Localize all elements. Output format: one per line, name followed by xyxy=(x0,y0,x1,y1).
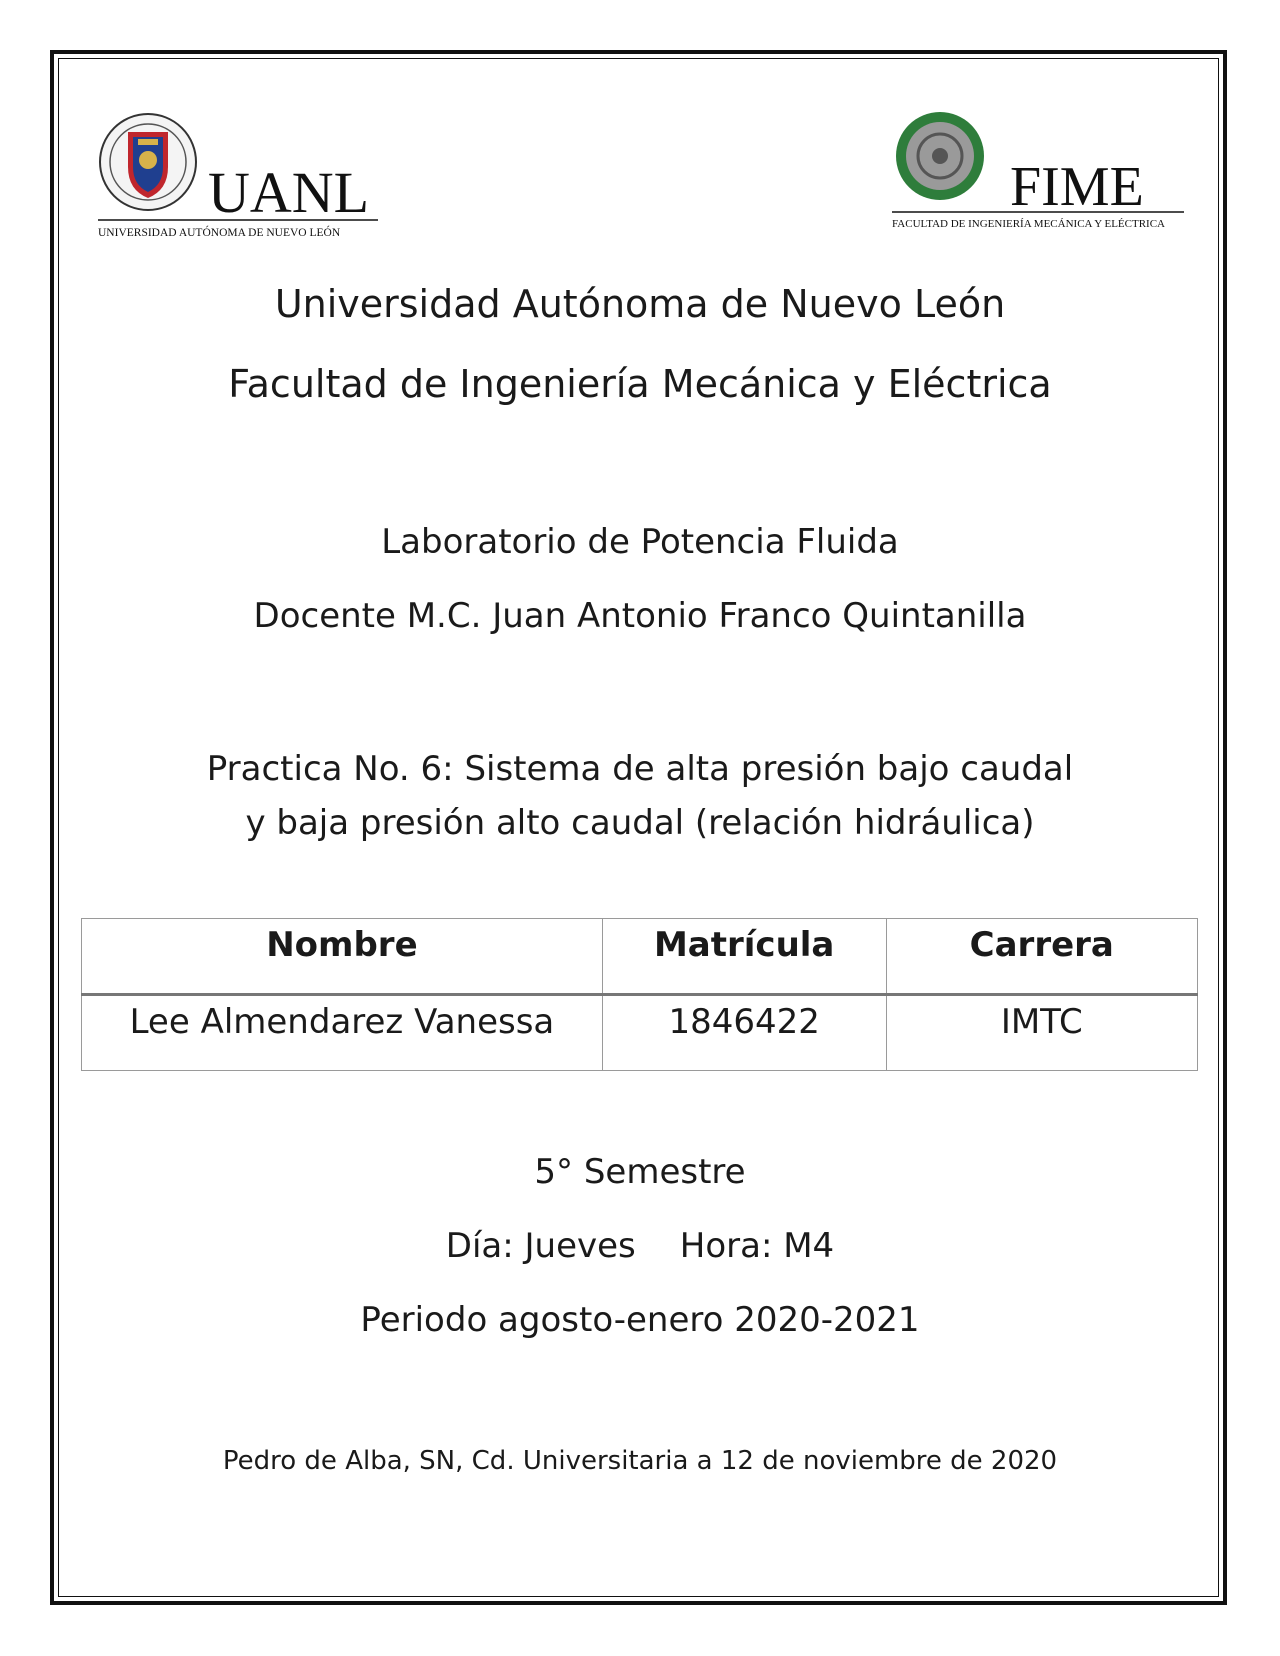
cell-nombre: Lee Almendarez Vanessa xyxy=(82,995,603,1071)
header-nombre: Nombre xyxy=(82,919,603,995)
uanl-logo xyxy=(98,112,398,257)
day: Día: Jueves xyxy=(445,1226,636,1266)
period: Periodo agosto-enero 2020-2021 xyxy=(360,1300,920,1340)
uanl-seal-icon xyxy=(98,112,398,257)
hour: Hora: M4 xyxy=(679,1226,835,1266)
student-table xyxy=(81,918,1198,1071)
uanl-caption: UNIVERSIDAD AUTÓNOMA DE NUEVO LEÓN xyxy=(98,227,341,239)
teacher-name: Docente M.C. Juan Antonio Franco Quintanilla xyxy=(253,596,1027,636)
day-hour xyxy=(60,1226,1220,1266)
cell-carrera: IMTC xyxy=(886,995,1197,1071)
fime-wordmark: FIME xyxy=(1010,156,1144,218)
fime-seal-icon xyxy=(892,110,1192,245)
cell-matricula: 1846422 xyxy=(602,995,886,1071)
lab-name: Laboratorio de Potencia Fluida xyxy=(381,522,899,562)
fime-logo xyxy=(892,110,1192,245)
semester: 5° Semestre xyxy=(534,1152,746,1192)
header-matricula: Matrícula xyxy=(602,919,886,995)
header-carrera: Carrera xyxy=(886,919,1197,995)
table-header-row xyxy=(82,919,1198,995)
uanl-wordmark: UANL xyxy=(208,160,370,225)
practice-title: Practica No. 6: Sistema de alta presión bajo caudal y baja presión alto caudal (relación hidráulica) xyxy=(206,749,1074,843)
footer-address: Pedro de Alba, SN, Cd. Universitaria a 12 de noviembre de 2020 xyxy=(222,1446,1058,1476)
university-name: Universidad Autónoma de Nuevo León xyxy=(274,282,1006,326)
table-row xyxy=(82,995,1198,1071)
faculty-name: Facultad de Ingeniería Mecánica y Eléctrica xyxy=(228,362,1052,406)
fime-caption: FACULTAD DE INGENIERÍA MECÁNICA Y ELÉCTRICA xyxy=(892,218,1165,230)
